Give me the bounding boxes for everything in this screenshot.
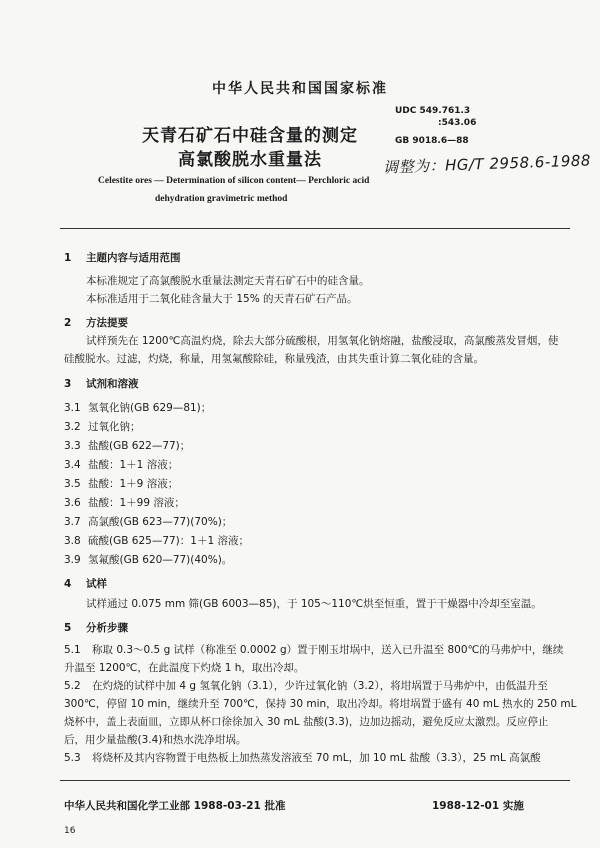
step-5-1-line1 bbox=[64, 642, 563, 659]
gb-number: GB 9018.6—88 bbox=[395, 136, 469, 146]
step-5-3-line1 bbox=[64, 750, 541, 767]
step-number: 5.3 bbox=[64, 752, 81, 764]
list-item bbox=[64, 419, 141, 434]
step-5-2-line4: 后，用少量盐酸(3.4)和热水洗净坩埚。 bbox=[64, 734, 247, 746]
step-text: 在灼烧的试样中加 4 g 氢氧化钠（3.1），少许过氧化钠（3.2），将坩埚置于马弗炉中，由低温升至 bbox=[92, 680, 548, 692]
step-5-1-line2: 升温至 1200℃，在此温度下灼烧 1 h，取出冷却。 bbox=[64, 662, 305, 674]
step-number: 5.1 bbox=[64, 644, 81, 656]
list-item bbox=[64, 457, 178, 472]
step-5-2-line1 bbox=[64, 678, 548, 695]
section-1-heading bbox=[64, 250, 181, 265]
section-number: 4 bbox=[64, 578, 72, 590]
item-text: 盐酸：1＋9 溶液； bbox=[88, 478, 179, 490]
header-divider bbox=[60, 228, 570, 229]
item-number: 3.3 bbox=[64, 440, 81, 452]
udc-code: UDC 549.761.3 bbox=[395, 106, 471, 116]
section-2-heading bbox=[64, 315, 128, 330]
item-number: 3.6 bbox=[64, 497, 81, 509]
udc-code-continued: :543.06 bbox=[438, 118, 477, 128]
document-title-line2: 高氯酸脱水重量法 bbox=[178, 150, 322, 170]
section-1-para-2: 本标准适用于二氧化硅含量大于 15% 的天青石矿石产品。 bbox=[86, 293, 358, 305]
step-5-2-line2: 300℃，停留 10 min，继续升至 700℃，保持 30 min，取出冷却。将坩埚置于盛有 40 mL 热水的 250 mL bbox=[64, 698, 577, 710]
section-4-para: 试样通过 0.075 mm 筛(GB 6003—85)，于 105～110℃烘至恒重，置于干燥器中冷却至室温。 bbox=[86, 598, 542, 610]
national-standard-heading: 中华人民共和国国家标准 bbox=[212, 81, 388, 97]
list-item bbox=[64, 552, 232, 567]
item-text: 过氧化钠； bbox=[88, 421, 141, 433]
page-number: 16 bbox=[64, 826, 76, 836]
item-number: 3.1 bbox=[64, 402, 81, 414]
item-number: 3.5 bbox=[64, 478, 81, 490]
section-3-heading bbox=[64, 376, 139, 391]
item-text: 盐酸：1＋1 溶液； bbox=[88, 459, 179, 471]
english-title-line1: Celestite ores — Determination of silicon content— Perchloric acid bbox=[98, 176, 370, 186]
step-5-2-line3: 烧杯中，盖上表面皿，立即从杯口徐徐加入 30 mL 盐酸(3.3)，边加边摇动，避免反应太激烈。反应停止 bbox=[64, 716, 549, 728]
implementation-date: 1988-12-01 实施 bbox=[432, 800, 524, 812]
list-item bbox=[64, 533, 249, 548]
document-title-line1: 天青石矿石中硅含量的测定 bbox=[142, 126, 358, 146]
item-text: 盐酸：1＋99 溶液； bbox=[88, 497, 185, 509]
item-text: 氢氟酸(GB 620—77)(40%)。 bbox=[88, 554, 233, 566]
item-text: 氢氧化钠(GB 629—81)； bbox=[88, 402, 212, 414]
section-title: 方法提要 bbox=[86, 317, 128, 329]
section-title: 分析步骤 bbox=[86, 622, 128, 634]
item-text: 高氯酸(GB 623—77)(70%)； bbox=[88, 516, 233, 528]
section-2-para-line2: 硅酸脱水。过滤，灼烧，称量，用氢氟酸除硅，称量残渣，由其失重计算二氧化硅的含量。 bbox=[64, 353, 484, 365]
footer-divider bbox=[60, 780, 570, 781]
item-number: 3.9 bbox=[64, 554, 81, 566]
item-number: 3.2 bbox=[64, 421, 81, 433]
handwritten-adjust-note: 调整为：HG/T 2958.6-1988 bbox=[382, 151, 592, 177]
item-number: 3.4 bbox=[64, 459, 81, 471]
list-item bbox=[64, 400, 211, 415]
item-number: 3.7 bbox=[64, 516, 81, 528]
item-number: 3.8 bbox=[64, 535, 81, 547]
step-number: 5.2 bbox=[64, 680, 81, 692]
section-title: 主题内容与适用范围 bbox=[86, 252, 181, 264]
section-1-para-1: 本标准规定了高氯酸脱水重量法测定天青石矿石中的硅含量。 bbox=[86, 275, 370, 287]
section-title: 试样 bbox=[86, 578, 107, 590]
item-text: 盐酸(GB 622—77)； bbox=[88, 440, 191, 452]
list-item bbox=[64, 438, 190, 453]
list-item bbox=[64, 495, 185, 510]
english-title-line2: dehydration gravimetric method bbox=[155, 194, 288, 204]
section-number: 1 bbox=[64, 252, 72, 264]
section-4-heading bbox=[64, 576, 107, 591]
section-2-para-line1: 试样预先在 1200℃高温灼烧，除去大部分硫酸根，用氢氧化钠熔融，盐酸浸取，高氯酸蒸发冒烟，使 bbox=[86, 335, 559, 347]
list-item bbox=[64, 514, 232, 529]
section-number: 3 bbox=[64, 378, 72, 390]
step-text: 称取 0.3～0.5 g 试样（称准至 0.0002 g）置于刚玉坩埚中，送入已升温至 800℃的马弗炉中，继续 bbox=[92, 644, 564, 656]
item-text: 硫酸(GB 625—77)：1＋1 溶液； bbox=[88, 535, 249, 547]
approval-note: 中华人民共和国化学工业部 1988-03-21 批准 bbox=[64, 800, 286, 812]
section-title: 试剂和溶液 bbox=[86, 378, 139, 390]
list-item bbox=[64, 476, 178, 491]
section-number: 2 bbox=[64, 317, 72, 329]
section-number: 5 bbox=[64, 622, 72, 634]
section-5-heading bbox=[64, 620, 128, 635]
step-text: 将烧杯及其内容物置于电热板上加热蒸发溶液至 70 mL，加 10 mL 盐酸（3.3），25 mL 高氯酸 bbox=[92, 752, 541, 764]
